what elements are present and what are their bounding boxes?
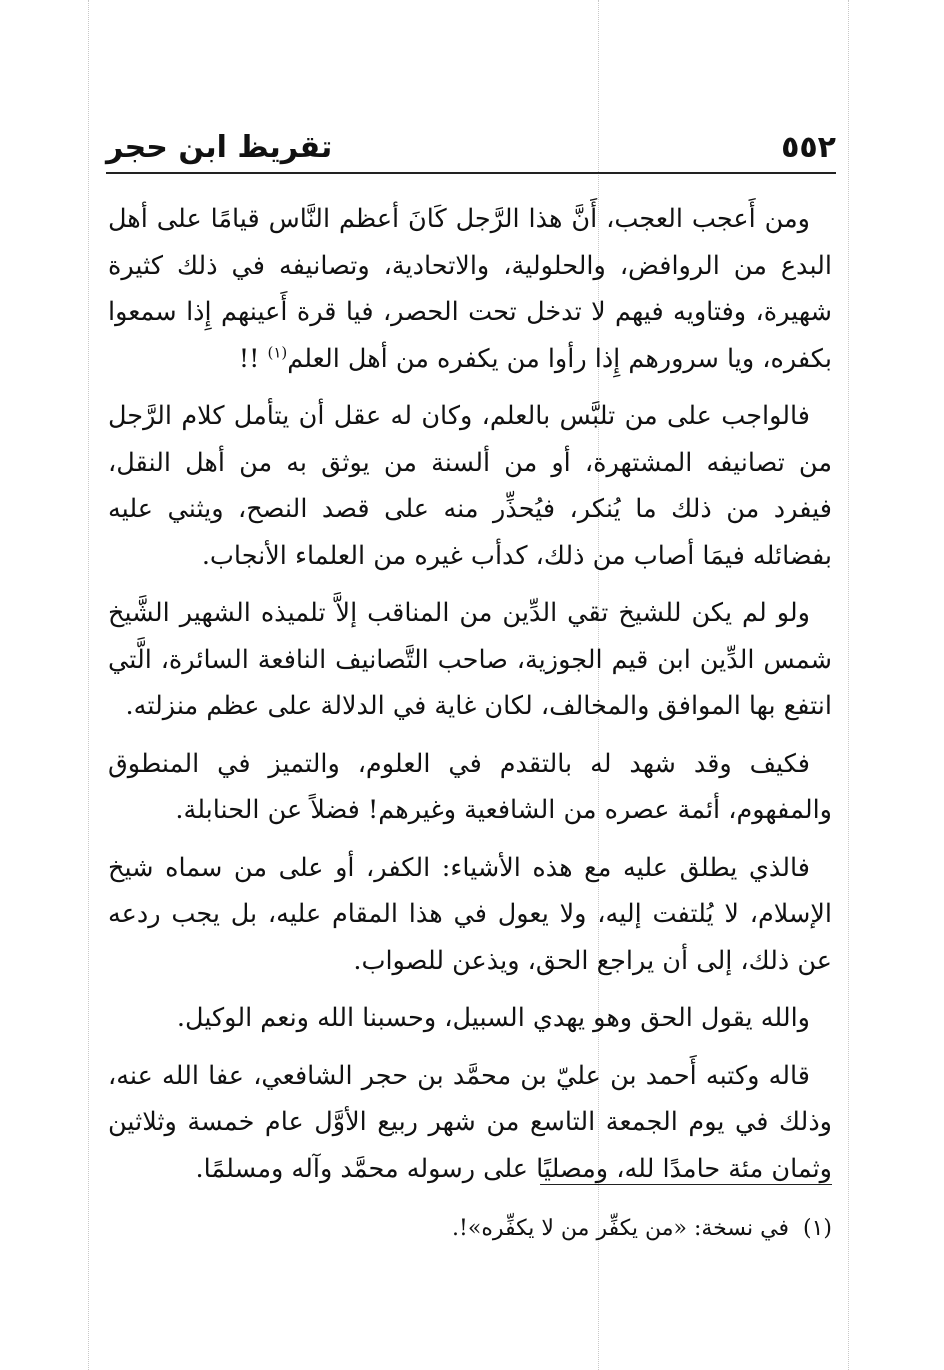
page-header <box>106 128 836 174</box>
footnote <box>108 1212 832 1246</box>
running-title: تقريظ ابن حجر <box>106 130 333 165</box>
paragraph: ولو لم يكن للشيخ تقي الدِّين من المناقب إلاَّ تلميذه الشهير الشَّيخ شمس الدِّين ابن قيم الجوزية، صاحب التَّصانيف النافعة السائرة، الَّتي انتفع بها الموافق والمخالف، لكان غاية في الدلالة على عظم منزلته. <box>108 598 832 721</box>
scan-fold-line <box>88 0 89 1370</box>
footnote-mark: (١) <box>802 1216 832 1241</box>
paragraph: قاله وكتبه أَحمد بن عليّ بن محمَّد بن حجر الشافعي، عفا الله عنه، وذلك في يوم الجمعة التاسع من شهر ربيع الأوَّل عام خمسة وثلاثين وثمان مئة حامدًا لله، ومصليًا على رسوله محمَّد وآله ومسلمًا. <box>108 1060 832 1184</box>
paragraph <box>108 196 832 382</box>
paragraph: فكيف وقد شهد له بالتقدم في العلوم، والتميز في المنطوق والمفهوم، أئمة عصره من الشافعية وغيرهم! فضلاً عن الحنابلة. <box>108 748 832 825</box>
paragraph-tail: !! <box>238 343 268 374</box>
page-number: ٥٥٢ <box>781 130 836 165</box>
paragraph: فالواجب على من تلبَّس بالعلم، وكان له عقل أن يتأمل كلام الرَّجل من تصانيفه المشتهرة، أو من ألسنة من يوثق به من أهل النقل، فيفرد من ذلك ما يُنكر، فيُحذِّر منه على قصد النصح، ويثني عليه بفضائله فيمَا أصاب من ذلك، كدأب غيره من العلماء الأنجاب. <box>108 401 832 571</box>
paragraph-text: ومن أَعجب العجب، أَنَّ هذا الرَّجل كَانَ أعظم النَّاس قيامًا على أهل البدع من الروافض، والحلولية، والاتحادية، وتصانيفه في ذلك كثيرة شهيرة، وفتاويه فيهم لا تدخل تحت الحصر، فيا قرة أَعينهم إِذا سمعوا بكفره، ويا سرورهم إِذا رأوا من يكفره من أهل العلم <box>108 204 832 374</box>
footnote-reference[interactable]: (١) <box>267 343 288 361</box>
scan-fold-line <box>848 0 849 1370</box>
footnote-divider <box>540 1184 832 1185</box>
paragraph: والله يقول الحق وهو يهدي السبيل، وحسبنا الله ونعم الوكيل. <box>176 1003 810 1033</box>
paragraph: فالذي يطلق عليه مع هذه الأشياء: الكفر، أو على من سماه شيخ الإسلام، لا يُلتفت إليه، ولا يعول في هذا المقام عليه، بل يجب ردعه عن ذلك، إلى أن يراجع الحق، ويذعن للصواب. <box>108 852 832 976</box>
main-text <box>108 196 832 1203</box>
footnote-text: في نسخة: «من يكفِّر من لا يكفِّره»!. <box>452 1216 789 1241</box>
